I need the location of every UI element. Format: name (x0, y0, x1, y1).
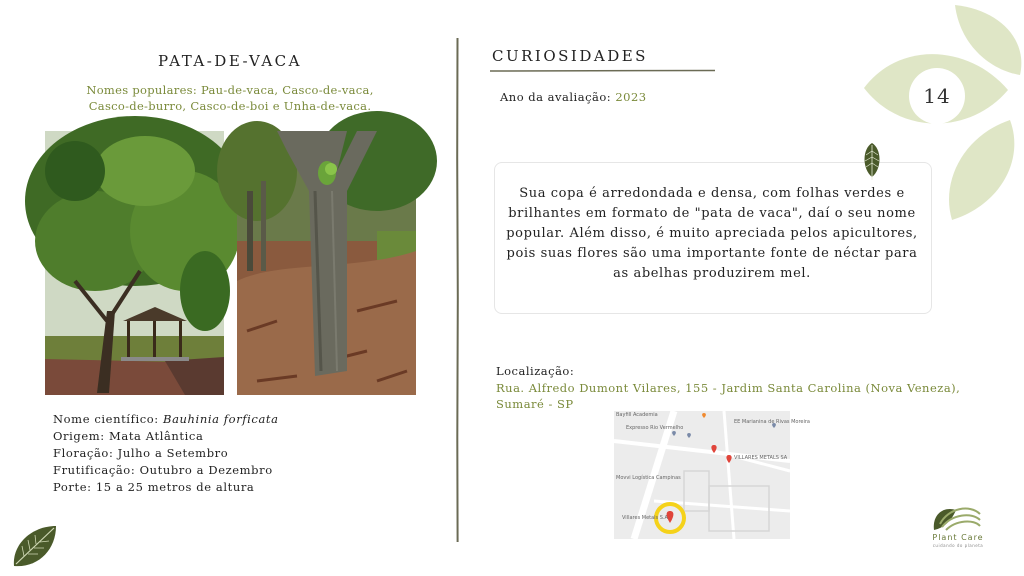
scientific-name-label: Nome científico: (53, 412, 164, 426)
location-label: Localização: (496, 364, 575, 378)
decorative-leaf-bottom-left (10, 522, 60, 570)
popular-names (52, 82, 408, 114)
logo-tagline: cuidando do planeta (932, 543, 984, 548)
section-title: CURIOSIDADES (492, 47, 648, 65)
location-map[interactable] (614, 411, 810, 539)
map-label-gym: Bayfill Academia (616, 412, 658, 418)
tree-photo-trunk (237, 131, 416, 395)
evaluation-year (500, 90, 647, 104)
fruiting: Frutificação: Outubro a Dezembro (53, 463, 273, 477)
origin: Origem: Mata Atlântica (53, 429, 204, 443)
plant-title: PATA-DE-VACA (157, 52, 302, 70)
popular-names-line2: Casco-de-burro, Casco-de-boi e Unha-de-vaca. (88, 99, 372, 113)
scientific-name-value: Bauhinia forficata (163, 412, 279, 426)
location-address (496, 380, 996, 412)
map-label-logistics: Movvi Logística Campinas (616, 475, 681, 481)
page-number: 14 (909, 68, 965, 124)
flowering: Floração: Julho a Setembro (53, 446, 229, 460)
location-address-line2: Sumaré - SP (496, 397, 574, 411)
popular-names-line1: Nomes populares: Pau-de-vaca, Casco-de-vaca, (86, 83, 374, 97)
title-underline (490, 68, 715, 74)
map-label-school: EE Marianina de Rivas Moreira (734, 419, 810, 425)
tree-photo-canopy (45, 131, 224, 395)
size: Porte: 15 a 25 metros de altura (53, 480, 255, 494)
scientific-name (53, 411, 279, 428)
map-label-villares: VILLARES METALS SA (734, 455, 788, 461)
curiosity-text: Sua copa é arredondada e densa, com folhas verdes e brilhantes em formato de "pata de vaca", daí o seu nome popular. Além disso, é muito apreciada pelos apicultores, pois suas flores são uma importante fonte de néctar para as abelhas produzirem mel. (506, 186, 918, 281)
evaluation-year-label: Ano da avaliação: (500, 90, 616, 104)
vertical-divider (456, 38, 459, 542)
location-address-line1: Rua. Alfredo Dumont Vilares, 155 - Jardim Santa Carolina (Nova Veneza), (496, 381, 961, 395)
map-label-villares-sa: Villares Metals S.A (622, 515, 668, 521)
logo-name: Plant Care (932, 533, 984, 542)
plant-facts (53, 411, 279, 496)
plant-care-logo-icon (930, 502, 982, 532)
evaluation-year-value: 2023 (615, 90, 647, 104)
leaf-icon (860, 141, 884, 181)
map-label-transport: Expresso Rio Vermelho (626, 425, 684, 431)
